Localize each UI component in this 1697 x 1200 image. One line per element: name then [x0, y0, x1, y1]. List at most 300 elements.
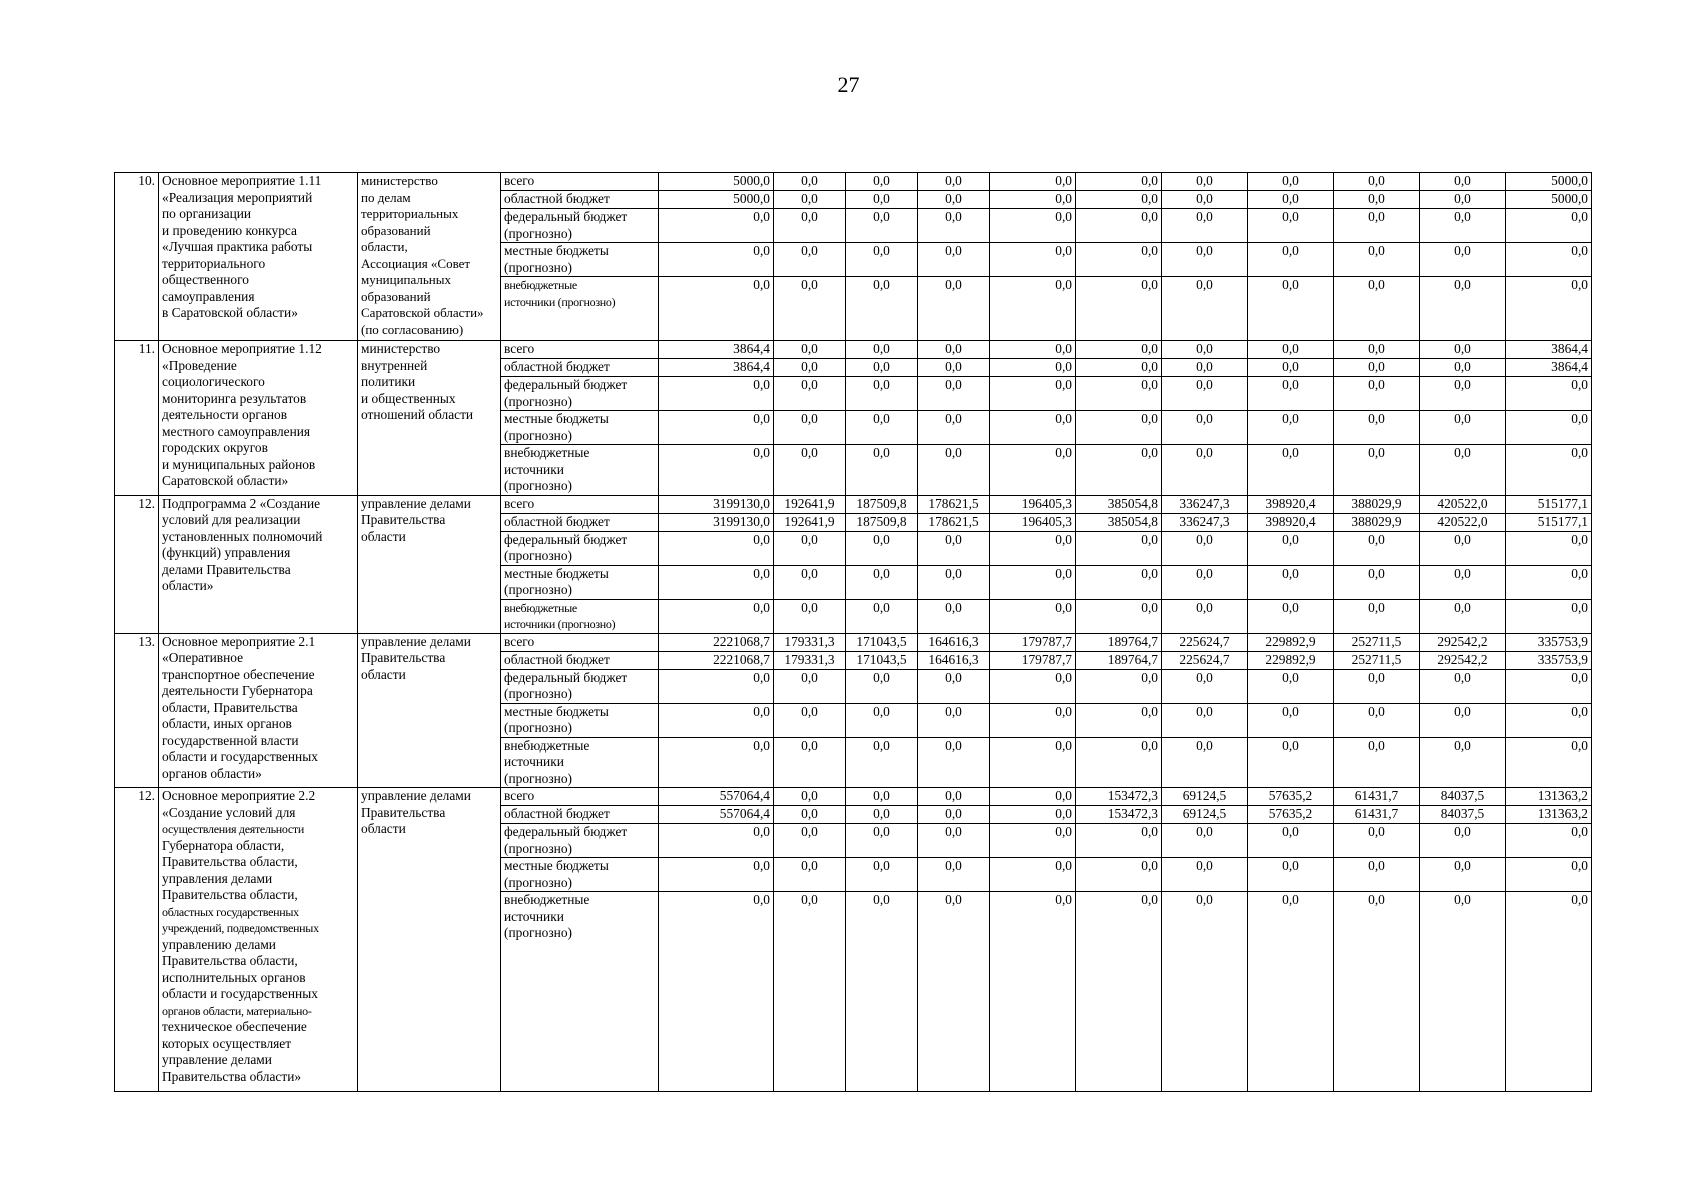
amount-cell: 179787,7 [990, 633, 1076, 651]
amount-cell: 0,0 [659, 209, 774, 243]
amount-cell: 0,0 [1420, 243, 1506, 277]
funding-source: местные бюджеты (прогнозно) [501, 565, 659, 599]
amount-cell: 0,0 [1334, 858, 1420, 892]
amount-cell: 0,0 [990, 445, 1076, 496]
funding-source: всего [501, 341, 659, 359]
amount-cell: 5000,0 [659, 191, 774, 209]
amount-cell: 0,0 [990, 806, 1076, 824]
amount-cell: 0,0 [774, 565, 846, 599]
amount-cell: 2221068,7 [659, 651, 774, 669]
amount-cell: 0,0 [1162, 824, 1248, 858]
amount-cell: 0,0 [846, 243, 918, 277]
amount-cell: 0,0 [990, 703, 1076, 737]
amount-cell: 0,0 [1420, 599, 1506, 633]
amount-cell: 0,0 [1334, 359, 1420, 377]
executor: министерство по делам территориальных образований области, Ассоциация «Совет муниципальных образований Саратовской области» (по согласованию) [358, 173, 501, 341]
amount-cell: 178621,5 [918, 495, 990, 513]
amount-cell: 0,0 [990, 209, 1076, 243]
measure-name: Основное мероприятие 2.1 «Оперативное транспортное обеспечение деятельности Губернатора области, Правительства области, иных органов государственной власти области и государственных органов области» [159, 633, 358, 788]
funding-source: местные бюджеты (прогнозно) [501, 243, 659, 277]
amount-cell: 0,0 [918, 806, 990, 824]
amount-cell: 0,0 [1506, 669, 1592, 703]
funding-source: внебюджетные источники (прогнозно) [501, 892, 659, 1092]
amount-cell: 0,0 [990, 892, 1076, 1092]
amount-cell: 0,0 [846, 411, 918, 445]
amount-cell: 0,0 [846, 669, 918, 703]
funding-source: внебюджетные источники (прогнозно) [501, 737, 659, 788]
amount-cell: 0,0 [774, 173, 846, 191]
amount-cell: 189764,7 [1076, 651, 1162, 669]
amount-cell: 0,0 [659, 531, 774, 565]
amount-cell: 0,0 [1420, 173, 1506, 191]
amount-cell: 0,0 [774, 359, 846, 377]
funding-source: областной бюджет [501, 651, 659, 669]
amount-cell: 0,0 [846, 858, 918, 892]
amount-cell: 0,0 [1162, 858, 1248, 892]
amount-cell: 0,0 [774, 531, 846, 565]
amount-cell: 0,0 [774, 788, 846, 806]
funding-source: всего [501, 495, 659, 513]
amount-cell: 0,0 [1162, 173, 1248, 191]
funding-source: областной бюджет [501, 359, 659, 377]
amount-cell: 0,0 [1162, 892, 1248, 1092]
amount-cell: 0,0 [1420, 377, 1506, 411]
funding-source: областной бюджет [501, 513, 659, 531]
amount-cell: 0,0 [1420, 669, 1506, 703]
amount-cell: 171043,5 [846, 633, 918, 651]
amount-cell: 292542,2 [1420, 651, 1506, 669]
amount-cell: 61431,7 [1334, 806, 1420, 824]
amount-cell: 153472,3 [1076, 806, 1162, 824]
amount-cell: 557064,4 [659, 788, 774, 806]
amount-cell: 0,0 [846, 531, 918, 565]
funding-source: федеральный бюджет (прогнозно) [501, 531, 659, 565]
amount-cell: 0,0 [774, 411, 846, 445]
amount-cell: 0,0 [1420, 209, 1506, 243]
amount-cell: 0,0 [1076, 209, 1162, 243]
executor: управление делами Правительства области [358, 788, 501, 1092]
amount-cell: 84037,5 [1420, 788, 1506, 806]
amount-cell: 0,0 [1076, 173, 1162, 191]
amount-cell: 0,0 [1162, 445, 1248, 496]
amount-cell: 187509,8 [846, 495, 918, 513]
page-number: 27 [837, 72, 860, 97]
amount-cell: 0,0 [846, 565, 918, 599]
amount-cell: 292542,2 [1420, 633, 1506, 651]
funding-source: всего [501, 788, 659, 806]
amount-cell: 164616,3 [918, 651, 990, 669]
amount-cell: 229892,9 [1248, 633, 1334, 651]
amount-cell: 0,0 [1162, 209, 1248, 243]
funding-source: федеральный бюджет (прогнозно) [501, 377, 659, 411]
amount-cell: 0,0 [1334, 737, 1420, 788]
amount-cell: 0,0 [774, 377, 846, 411]
amount-cell: 0,0 [918, 243, 990, 277]
amount-cell: 0,0 [918, 173, 990, 191]
amount-cell: 0,0 [1248, 737, 1334, 788]
amount-cell: 0,0 [990, 191, 1076, 209]
amount-cell: 0,0 [990, 531, 1076, 565]
amount-cell: 0,0 [1248, 411, 1334, 445]
amount-cell: 0,0 [1076, 531, 1162, 565]
funding-source: всего [501, 173, 659, 191]
amount-cell: 0,0 [659, 565, 774, 599]
amount-cell: 0,0 [1420, 277, 1506, 341]
amount-cell: 0,0 [1334, 377, 1420, 411]
amount-cell: 515177,1 [1506, 513, 1592, 531]
funding-source: внебюджетные источники (прогнозно) [501, 277, 659, 341]
amount-cell: 0,0 [774, 209, 846, 243]
amount-cell: 0,0 [1420, 359, 1506, 377]
amount-cell: 0,0 [990, 599, 1076, 633]
amount-cell: 0,0 [1506, 565, 1592, 599]
amount-cell: 0,0 [1076, 243, 1162, 277]
measure-name-part: Губернатора области, Правительства области, управления делами Правительства области, [162, 837, 298, 902]
amount-cell: 0,0 [1334, 209, 1420, 243]
amount-cell: 252711,5 [1334, 633, 1420, 651]
amount-cell: 0,0 [990, 359, 1076, 377]
funding-source: местные бюджеты (прогнозно) [501, 411, 659, 445]
table-row [115, 788, 1592, 806]
amount-cell: 0,0 [846, 892, 918, 1092]
amount-cell: 0,0 [1334, 824, 1420, 858]
measure-name: Подпрограмма 2 «Создание условий для реализации установленных полномочий (функций) управления делами Правительства области» [159, 495, 358, 633]
amount-cell: 3864,4 [659, 341, 774, 359]
amount-cell: 0,0 [846, 377, 918, 411]
measure-name-part: областных государственных учреждений, подведомственных [162, 904, 319, 935]
amount-cell: 0,0 [1248, 191, 1334, 209]
amount-cell: 398920,4 [1248, 495, 1334, 513]
executor: управление делами Правительства области [358, 495, 501, 633]
amount-cell: 0,0 [1076, 737, 1162, 788]
amount-cell: 153472,3 [1076, 788, 1162, 806]
amount-cell: 0,0 [918, 703, 990, 737]
amount-cell: 0,0 [918, 788, 990, 806]
amount-cell: 557064,4 [659, 806, 774, 824]
executor: министерство внутренней политики и общественных отношений области [358, 341, 501, 496]
amount-cell: 0,0 [1506, 703, 1592, 737]
amount-cell: 0,0 [1248, 359, 1334, 377]
funding-source: федеральный бюджет (прогнозно) [501, 824, 659, 858]
measure-name: Основное мероприятие 1.11 «Реализация мероприятий по организации и проведению конкурса «Лучшая практика работы территориального общественного самоуправления в Саратовской области» [159, 173, 358, 341]
amount-cell: 0,0 [1162, 277, 1248, 341]
amount-cell: 225624,7 [1162, 633, 1248, 651]
row-number: 11. [115, 341, 159, 496]
amount-cell: 0,0 [918, 737, 990, 788]
amount-cell: 0,0 [1420, 892, 1506, 1092]
amount-cell: 171043,5 [846, 651, 918, 669]
amount-cell: 0,0 [1506, 377, 1592, 411]
amount-cell: 0,0 [1420, 341, 1506, 359]
amount-cell: 0,0 [1420, 411, 1506, 445]
amount-cell: 3864,4 [659, 359, 774, 377]
measure-name-part: управлению делами Правительства области, исполнительных органов области и государственных [162, 936, 318, 1001]
amount-cell: 179787,7 [990, 651, 1076, 669]
amount-cell: 229892,9 [1248, 651, 1334, 669]
amount-cell: 0,0 [774, 445, 846, 496]
amount-cell: 0,0 [1506, 411, 1592, 445]
amount-cell: 0,0 [918, 892, 990, 1092]
amount-cell: 0,0 [1076, 892, 1162, 1092]
amount-cell: 0,0 [774, 858, 846, 892]
amount-cell: 0,0 [990, 565, 1076, 599]
amount-cell: 0,0 [1334, 341, 1420, 359]
amount-cell: 0,0 [1334, 173, 1420, 191]
amount-cell: 0,0 [1334, 599, 1420, 633]
amount-cell: 57635,2 [1248, 788, 1334, 806]
amount-cell: 0,0 [1076, 445, 1162, 496]
amount-cell: 0,0 [1076, 277, 1162, 341]
amount-cell: 420522,0 [1420, 513, 1506, 531]
amount-cell: 515177,1 [1506, 495, 1592, 513]
funding-source: местные бюджеты (прогнозно) [501, 858, 659, 892]
amount-cell: 0,0 [659, 277, 774, 341]
amount-cell: 0,0 [1162, 411, 1248, 445]
amount-cell: 131363,2 [1506, 788, 1592, 806]
amount-cell: 0,0 [659, 703, 774, 737]
amount-cell: 0,0 [774, 243, 846, 277]
amount-cell: 0,0 [1420, 703, 1506, 737]
amount-cell: 0,0 [846, 806, 918, 824]
amount-cell: 189764,7 [1076, 633, 1162, 651]
amount-cell: 0,0 [1506, 445, 1592, 496]
funding-source: внебюджетные источники (прогнозно) [501, 599, 659, 633]
amount-cell: 179331,3 [774, 633, 846, 651]
amount-cell: 84037,5 [1420, 806, 1506, 824]
amount-cell: 0,0 [1420, 445, 1506, 496]
amount-cell: 0,0 [1162, 669, 1248, 703]
amount-cell: 0,0 [918, 824, 990, 858]
amount-cell: 0,0 [659, 377, 774, 411]
amount-cell: 0,0 [1420, 565, 1506, 599]
amount-cell: 0,0 [1248, 341, 1334, 359]
amount-cell: 0,0 [774, 599, 846, 633]
amount-cell: 0,0 [918, 599, 990, 633]
amount-cell: 0,0 [1248, 377, 1334, 411]
amount-cell: 0,0 [1420, 191, 1506, 209]
measure-name-part: Основное мероприятие 2.2 «Создание условий для [162, 788, 316, 820]
amount-cell: 0,0 [1334, 191, 1420, 209]
amount-cell: 0,0 [1248, 277, 1334, 341]
amount-cell: 385054,8 [1076, 495, 1162, 513]
amount-cell: 0,0 [1506, 531, 1592, 565]
amount-cell: 0,0 [918, 858, 990, 892]
amount-cell: 0,0 [1506, 209, 1592, 243]
table-row [115, 633, 1592, 651]
amount-cell: 61431,7 [1334, 788, 1420, 806]
funding-source: федеральный бюджет (прогнозно) [501, 209, 659, 243]
amount-cell: 0,0 [1076, 669, 1162, 703]
amount-cell: 0,0 [659, 411, 774, 445]
amount-cell: 0,0 [1506, 243, 1592, 277]
amount-cell: 0,0 [918, 411, 990, 445]
amount-cell: 0,0 [1248, 599, 1334, 633]
amount-cell: 192641,9 [774, 513, 846, 531]
amount-cell: 335753,9 [1506, 633, 1592, 651]
amount-cell: 0,0 [1420, 737, 1506, 788]
amount-cell: 0,0 [846, 703, 918, 737]
amount-cell: 0,0 [846, 209, 918, 243]
amount-cell: 0,0 [990, 377, 1076, 411]
amount-cell: 420522,0 [1420, 495, 1506, 513]
funding-source: областной бюджет [501, 191, 659, 209]
amount-cell: 0,0 [1248, 703, 1334, 737]
funding-source: федеральный бюджет (прогнозно) [501, 669, 659, 703]
amount-cell: 179331,3 [774, 651, 846, 669]
amount-cell: 0,0 [774, 191, 846, 209]
amount-cell: 0,0 [774, 703, 846, 737]
amount-cell: 0,0 [846, 277, 918, 341]
amount-cell: 0,0 [659, 858, 774, 892]
amount-cell: 3864,4 [1506, 359, 1592, 377]
measure-name [159, 788, 358, 1092]
amount-cell: 3199130,0 [659, 513, 774, 531]
table-body [115, 173, 1592, 1092]
amount-cell: 336247,3 [1162, 495, 1248, 513]
amount-cell: 0,0 [659, 737, 774, 788]
amount-cell: 0,0 [1076, 411, 1162, 445]
amount-cell: 0,0 [1334, 703, 1420, 737]
table-row [115, 341, 1592, 359]
amount-cell: 0,0 [1334, 411, 1420, 445]
amount-cell: 0,0 [1248, 209, 1334, 243]
amount-cell: 0,0 [1248, 824, 1334, 858]
amount-cell: 2221068,7 [659, 633, 774, 651]
amount-cell: 0,0 [659, 599, 774, 633]
amount-cell: 0,0 [1076, 359, 1162, 377]
amount-cell: 0,0 [846, 445, 918, 496]
row-number: 10. [115, 173, 159, 341]
amount-cell: 0,0 [1162, 243, 1248, 277]
amount-cell: 0,0 [1420, 858, 1506, 892]
amount-cell: 57635,2 [1248, 806, 1334, 824]
amount-cell: 0,0 [774, 669, 846, 703]
amount-cell: 0,0 [1076, 377, 1162, 411]
amount-cell: 0,0 [659, 892, 774, 1092]
measure-name: Основное мероприятие 1.12 «Проведение социологического мониторинга результатов деятельности органов местного самоуправления городских округов и муниципальных районов Саратовской области» [159, 341, 358, 496]
amount-cell: 398920,4 [1248, 513, 1334, 531]
amount-cell: 0,0 [1248, 669, 1334, 703]
amount-cell: 0,0 [1162, 359, 1248, 377]
amount-cell: 0,0 [990, 277, 1076, 341]
amount-cell: 0,0 [1506, 599, 1592, 633]
amount-cell: 0,0 [1162, 737, 1248, 788]
amount-cell: 0,0 [1162, 565, 1248, 599]
amount-cell: 388029,9 [1334, 513, 1420, 531]
amount-cell: 69124,5 [1162, 806, 1248, 824]
amount-cell: 164616,3 [918, 633, 990, 651]
amount-cell: 336247,3 [1162, 513, 1248, 531]
amount-cell: 0,0 [659, 824, 774, 858]
amount-cell: 0,0 [1076, 703, 1162, 737]
measure-name-part: техническое обеспечение которых осуществляет управление делами Правительства области» [162, 1019, 307, 1084]
amount-cell: 0,0 [1334, 243, 1420, 277]
amount-cell: 0,0 [1076, 858, 1162, 892]
amount-cell: 385054,8 [1076, 513, 1162, 531]
amount-cell: 0,0 [1248, 531, 1334, 565]
amount-cell: 0,0 [918, 669, 990, 703]
amount-cell: 0,0 [990, 243, 1076, 277]
measure-name-part: органов области, материально- [162, 1003, 312, 1018]
funding-source: всего [501, 633, 659, 651]
amount-cell: 0,0 [918, 377, 990, 411]
amount-cell: 388029,9 [1334, 495, 1420, 513]
amount-cell: 0,0 [774, 277, 846, 341]
amount-cell: 0,0 [1334, 892, 1420, 1092]
amount-cell: 0,0 [918, 341, 990, 359]
amount-cell: 0,0 [1506, 737, 1592, 788]
amount-cell: 131363,2 [1506, 806, 1592, 824]
amount-cell: 0,0 [774, 341, 846, 359]
amount-cell: 0,0 [990, 669, 1076, 703]
amount-cell: 0,0 [990, 737, 1076, 788]
amount-cell: 0,0 [1506, 277, 1592, 341]
amount-cell: 5000,0 [1506, 173, 1592, 191]
amount-cell: 0,0 [1162, 703, 1248, 737]
amount-cell: 3199130,0 [659, 495, 774, 513]
amount-cell: 0,0 [774, 824, 846, 858]
funding-source: внебюджетные источники (прогнозно) [501, 445, 659, 496]
amount-cell: 0,0 [659, 445, 774, 496]
amount-cell: 69124,5 [1162, 788, 1248, 806]
amount-cell: 0,0 [774, 892, 846, 1092]
amount-cell: 0,0 [1334, 531, 1420, 565]
amount-cell: 0,0 [1334, 565, 1420, 599]
amount-cell: 178621,5 [918, 513, 990, 531]
amount-cell: 0,0 [1076, 824, 1162, 858]
amount-cell: 0,0 [1162, 377, 1248, 411]
amount-cell: 0,0 [990, 824, 1076, 858]
amount-cell: 3864,4 [1506, 341, 1592, 359]
amount-cell: 0,0 [1076, 565, 1162, 599]
amount-cell: 0,0 [918, 209, 990, 243]
amount-cell: 0,0 [990, 341, 1076, 359]
amount-cell: 0,0 [846, 788, 918, 806]
amount-cell: 0,0 [1506, 824, 1592, 858]
amount-cell: 0,0 [846, 341, 918, 359]
amount-cell: 0,0 [1076, 191, 1162, 209]
amount-cell: 0,0 [1334, 277, 1420, 341]
amount-cell: 225624,7 [1162, 651, 1248, 669]
amount-cell: 0,0 [918, 277, 990, 341]
amount-cell: 0,0 [1248, 565, 1334, 599]
amount-cell: 0,0 [1162, 599, 1248, 633]
amount-cell: 0,0 [846, 599, 918, 633]
funding-source: местные бюджеты (прогнозно) [501, 703, 659, 737]
amount-cell: 0,0 [1248, 445, 1334, 496]
amount-cell: 0,0 [1076, 599, 1162, 633]
amount-cell: 0,0 [1076, 341, 1162, 359]
amount-cell: 0,0 [990, 788, 1076, 806]
amount-cell: 5000,0 [659, 173, 774, 191]
amount-cell: 0,0 [846, 191, 918, 209]
table-row [115, 495, 1592, 513]
amount-cell: 0,0 [918, 359, 990, 377]
amount-cell: 252711,5 [1334, 651, 1420, 669]
amount-cell: 0,0 [1162, 531, 1248, 565]
row-number: 12. [115, 495, 159, 633]
amount-cell: 0,0 [659, 669, 774, 703]
amount-cell: 5000,0 [1506, 191, 1592, 209]
amount-cell: 0,0 [1420, 531, 1506, 565]
amount-cell: 0,0 [1162, 191, 1248, 209]
amount-cell: 0,0 [846, 824, 918, 858]
amount-cell: 0,0 [1506, 892, 1592, 1092]
funding-source: областной бюджет [501, 806, 659, 824]
amount-cell: 0,0 [1506, 858, 1592, 892]
amount-cell: 335753,9 [1506, 651, 1592, 669]
amount-cell: 196405,3 [990, 495, 1076, 513]
